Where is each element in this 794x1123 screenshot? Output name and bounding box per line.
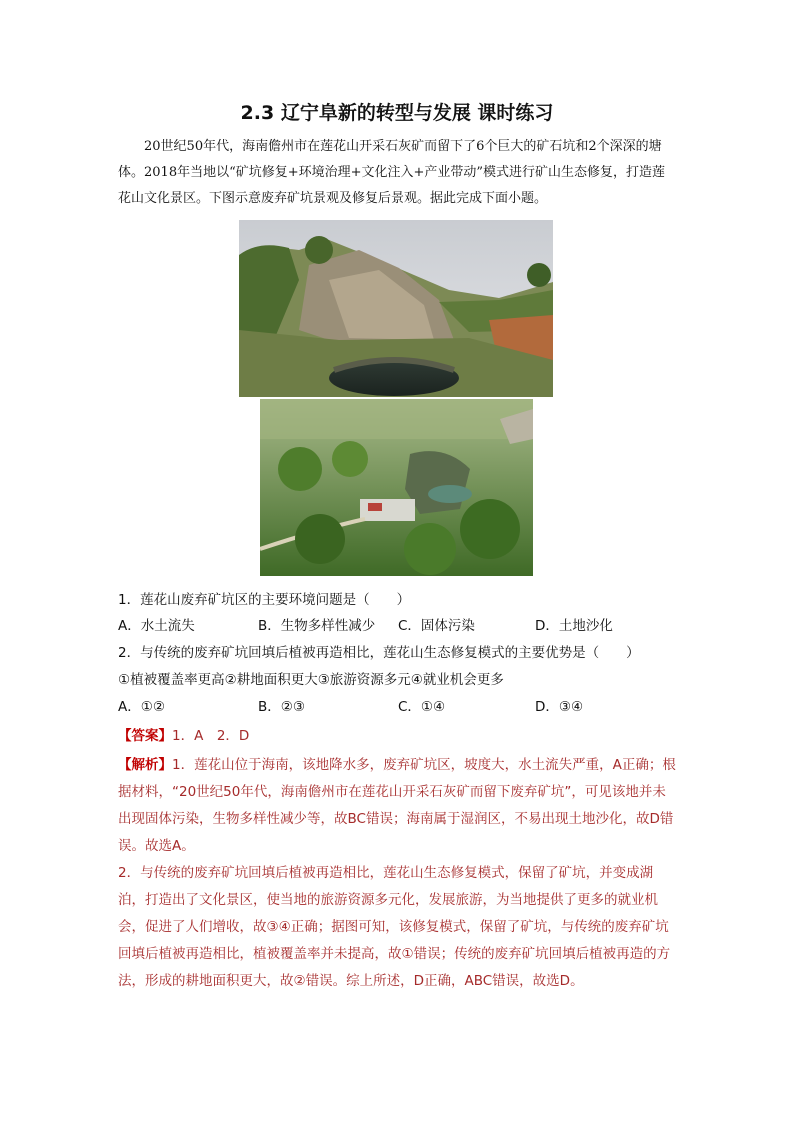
question-2-stem: 2．与传统的废弃矿坑回填后植被再造相比，莲花山生态修复模式的主要优势是（ ） xyxy=(118,645,640,661)
answer-label: 【答案】 xyxy=(118,728,172,744)
option-a: A．水土流失 xyxy=(118,618,195,634)
option-b: B．生物多样性减少 xyxy=(258,618,376,634)
question-1-stem: 1．莲花山废弃矿坑区的主要环境问题是（ ） xyxy=(118,592,411,608)
option-b: B．②③ xyxy=(258,699,305,715)
option-a: A．①② xyxy=(118,699,165,715)
question-2-statements: ①植被覆盖率更高②耕地面积更大③旅游资源多元④就业机会更多 xyxy=(118,672,504,688)
analysis-block xyxy=(118,752,678,995)
abandoned-pit-photo xyxy=(239,220,553,397)
option-d: D．土地沙化 xyxy=(535,618,613,634)
analysis-paragraph-1 xyxy=(118,752,678,860)
analysis-text-1: 1．莲花山位于海南，该地降水多，废弃矿坑区，坡度大，水土流失严重，A正确；根据材料，“20世纪50年代，海南儋州市在莲花山开采石灰矿而留下废弃矿坑”，可见该地并未出现固体污染，生物多样性减少等，故BC错误；海南属于湿润区，不易出现土地沙化，故D错误。故选A。 xyxy=(118,757,676,854)
restored-scenic-area-photo xyxy=(260,399,533,576)
option-c: C．①④ xyxy=(398,699,446,715)
option-d: D．③④ xyxy=(535,699,584,715)
page-title: 2.3 辽宁阜新的转型与发展 课时练习 xyxy=(240,102,554,124)
analysis-label: 【解析】 xyxy=(118,757,172,773)
analysis-paragraph-2: 2．与传统的废弃矿坑回填后植被再造相比，莲花山生态修复模式，保留了矿坑，并变成湖泊，打造出了文化景区，使当地的旅游资源多元化，发展旅游，为当地提供了更多的就业机会，促进了人们增收，故③④正确；据图可知，该修复模式，保留了矿坑，与传统的废弃矿坑回填后植被再造相比，植被覆盖率并未提高，故①错误；传统的废弃矿坑回填后植被再造的方法，形成的耕地面积更大，故②错误。综上所述，D正确，ABC错误，故选D。 xyxy=(118,865,671,989)
answer-line xyxy=(118,724,249,744)
answer-text: 1．A 2．D xyxy=(172,728,250,744)
option-c: C．固体污染 xyxy=(398,618,475,634)
intro-paragraph: 20世纪50年代，海南儋州市在莲花山开采石灰矿而留下了6个巨大的矿石坑和2个深深的塘体。2018年当地以“矿坑修复+环境治理+文化注入+产业带动”模式进行矿山生态修复，打造莲花山文化景区。下图示意废弃矿坑景观及修复后景观。据此完成下面小题。 xyxy=(118,139,666,206)
